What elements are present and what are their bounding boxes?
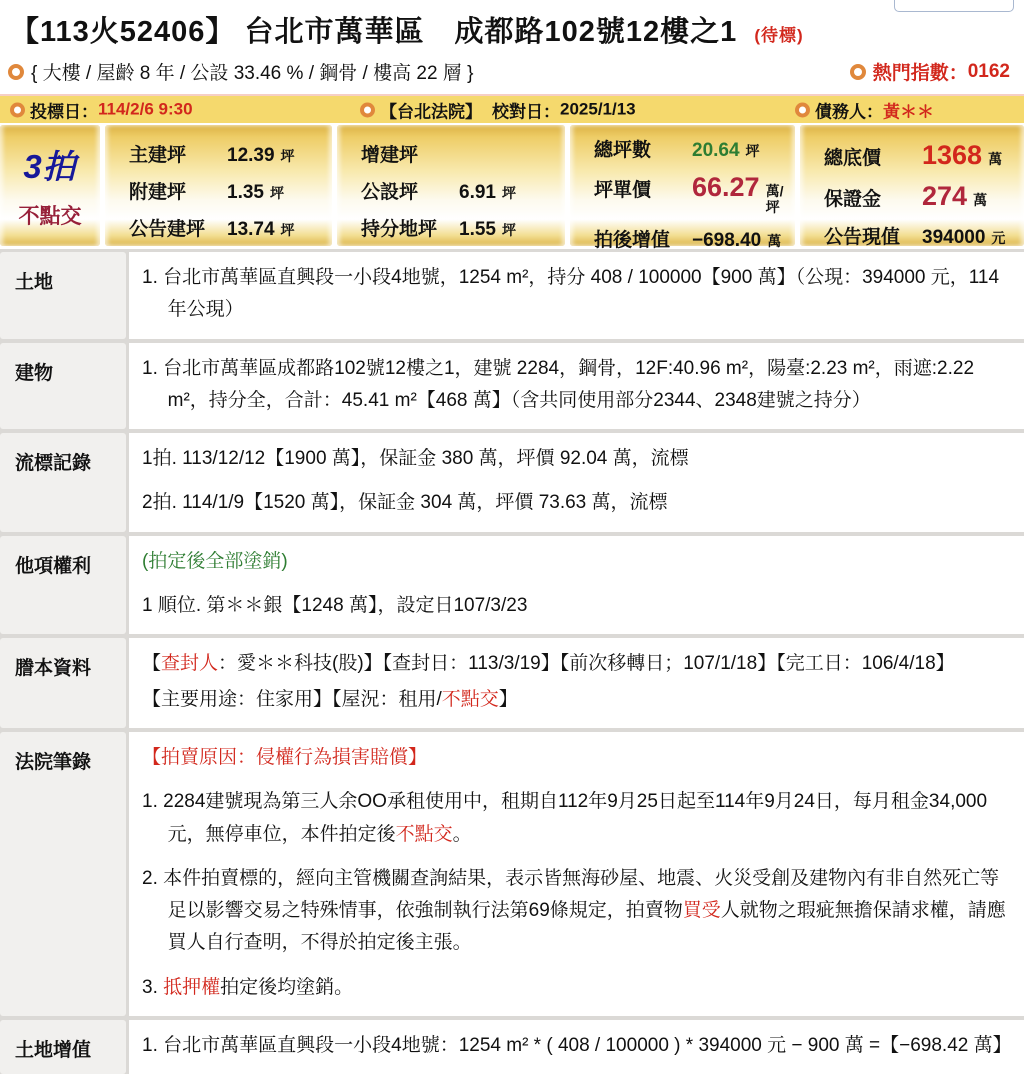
stat-value: 66.27: [692, 172, 760, 202]
stat-row: [361, 214, 565, 241]
orange-dot-icon: [850, 64, 866, 80]
row-line: [142, 684, 1012, 716]
proofread-label: 校對日：: [492, 102, 560, 121]
stat-unit: 萬: [973, 192, 988, 208]
table-row: [0, 536, 1024, 635]
stat-label: 公告現值: [824, 227, 901, 248]
stat-value: 20.64: [692, 140, 740, 161]
orange-dot-icon: [8, 64, 24, 80]
partial-popup-box: [894, 0, 1014, 12]
stat-label: 坪單價: [594, 180, 652, 201]
stat-value: 1368: [922, 140, 983, 170]
stats-band: [0, 123, 1024, 252]
bid-date: [10, 97, 193, 122]
row-content: [129, 536, 1024, 635]
text-segment: 】: [498, 688, 518, 710]
orange-dot-icon: [795, 102, 810, 117]
stat-value: 1.35: [227, 182, 264, 203]
text-segment: 2. 本件拍賣標的，經向主管機關查詢結果，表示皆無海砂屋、地震、火災受創及建物內有非自然死亡等足以影響交易之特殊情事，依強制執行法第69條規定，拍賣物: [142, 867, 1000, 922]
text-segment: 1. 台北市萬華區成都路102號12樓之1，建號 2284，鋼骨，12F:40.96 m²，陽臺:2.23 m²，雨遮:2.22 m²，持分全，合計：45.41 m²【468 萬】（含共同使用部分2344、2348建號之持分）: [142, 357, 975, 411]
detail-table: [0, 249, 1024, 1074]
row-label: 他項權利: [0, 536, 126, 635]
row-line: [142, 786, 1012, 851]
text-segment: 1 順位. 第＊＊銀【1248 萬】，設定日107/3/23: [142, 595, 528, 617]
stat-panel-total-area: [570, 125, 795, 252]
text-segment: 拍定後均塗銷。: [220, 976, 354, 998]
stat-row: [594, 172, 795, 215]
bid-date-label: 投標日：: [30, 102, 98, 121]
stat-unit: 坪: [501, 185, 516, 201]
stat-value: 274: [922, 181, 968, 211]
text-segment: 【: [142, 653, 162, 675]
table-row: [0, 1020, 1024, 1074]
stat-value: 6.91: [459, 182, 496, 203]
bid-date-value: 114/2/6 9:30: [98, 99, 193, 119]
stat-row: [594, 225, 795, 252]
row-line: [142, 487, 1012, 519]
row-label: 法院筆錄: [0, 732, 126, 1016]
debtor-value: 黃＊＊: [883, 102, 934, 121]
hot-index: [850, 58, 1010, 85]
title-line: [0, 0, 1024, 50]
debtor-label: 債務人：: [815, 102, 883, 121]
text-segment: 買受: [682, 900, 721, 922]
text-segment: 不點交: [395, 823, 453, 845]
stat-label: 總底價: [824, 148, 882, 169]
stat-row: [361, 177, 565, 204]
row-label: 土地增值: [0, 1020, 126, 1074]
stat-row: [824, 140, 1024, 171]
text-segment: 查封人: [161, 653, 219, 675]
stat-unit: 萬: [767, 233, 782, 250]
stat-unit: 坪: [269, 185, 284, 201]
stat-label: 增建坪: [361, 145, 419, 166]
text-segment: 【主要用途：住家用】【屋況：租用/: [142, 688, 442, 710]
stat-unit: 元: [991, 230, 1006, 246]
text-segment: 抵押權: [163, 976, 221, 998]
stat-value: −698.40: [692, 230, 762, 252]
table-row: [0, 732, 1024, 1016]
stat-panel-common-area: [337, 125, 565, 246]
property-summary-text: { 大樓 / 屋齡 8 年 / 公設 33.46 % / 鋼骨 / 樓高 22 層 }: [31, 63, 474, 84]
row-line: [142, 590, 1012, 622]
stat-value: 12.39: [227, 145, 275, 166]
stat-panel-building-area: [105, 125, 332, 246]
row-line: [142, 353, 1012, 418]
text-segment: 1拍. 113/12/12【1900 萬】，保証金 380 萬，坪價 92.04 萬，流標: [142, 448, 689, 470]
stat-label: 公設坪: [361, 182, 419, 203]
auction-round-panel: [0, 125, 100, 246]
hot-index-label: 熱門指數：: [872, 63, 968, 84]
text-segment: 1. 台北市萬華區直興段一小段4地號，1254 m²，持分 408 / 100000【900 萬】（公現：394000 元，114年公現）: [142, 267, 1000, 321]
row-label: 建物: [0, 343, 126, 430]
stat-unit: 坪: [501, 222, 516, 238]
table-row: [0, 343, 1024, 430]
stat-label: 公告建坪: [129, 219, 206, 240]
stat-row: [824, 222, 1024, 249]
row-content: [129, 1020, 1024, 1074]
handover-status: 不點交: [18, 205, 82, 228]
page-title: 台北市萬華區 成都路102號12樓之1: [244, 16, 738, 48]
row-line: [142, 546, 1012, 578]
court-name: 【台北法院】: [380, 102, 482, 121]
row-line: [142, 972, 1012, 1004]
row-line: [142, 262, 1012, 327]
status-badge: (待標): [754, 26, 804, 45]
stat-label: 主建坪: [129, 145, 187, 166]
stat-value: 1.55: [459, 219, 496, 240]
stat-row: [129, 140, 332, 167]
stat-unit: 坪: [280, 148, 295, 164]
property-summary: [8, 58, 473, 85]
stat-label: 總坪數: [594, 140, 652, 161]
stat-label: 附建坪: [129, 182, 187, 203]
row-label: 流標記錄: [0, 433, 126, 532]
row-line: [142, 1030, 1012, 1062]
text-segment: 1. 2284建號現為第三人余OO承租使用中，租期自112年9月25日起至114年9月24日，每月租金34,000元，無停車位，本件拍定後: [142, 791, 988, 845]
text-segment: ：愛＊＊科技(股)】【查封日：113/3/19】【前次移轉日；107/1/18】【完工日：106/4/18】: [218, 653, 955, 675]
info-bar: [0, 94, 1024, 123]
text-segment: 人就物之瑕疵無擔保請求權，請應買人自行查明，不得於拍定後主張。: [167, 900, 1006, 954]
stat-row: [824, 181, 1024, 212]
stat-row: [129, 177, 332, 204]
row-line: [142, 443, 1012, 475]
table-row: [0, 433, 1024, 532]
table-row: [0, 638, 1024, 728]
stat-label: 保證金: [824, 189, 882, 210]
text-segment: 2拍. 114/1/9【1520 萬】，保証金 304 萬，坪價 73.63 萬，流標: [142, 492, 668, 514]
stat-label: 持分地坪: [361, 219, 438, 240]
stat-row: [594, 135, 795, 162]
row-content: [129, 732, 1024, 1016]
text-segment: 【拍賣原因：侵權行為損害賠償】: [142, 746, 428, 768]
hot-index-value: 0162: [967, 60, 1010, 82]
stat-panel-price: [800, 125, 1024, 246]
stat-unit: 坪: [280, 222, 295, 238]
row-content: [129, 252, 1024, 339]
text-segment: 。: [452, 823, 472, 845]
stat-unit: 坪: [745, 143, 760, 159]
court-info: [360, 97, 636, 122]
row-label: 謄本資料: [0, 638, 126, 728]
stat-row: [129, 214, 332, 241]
stat-value: 394000: [922, 227, 986, 248]
row-content: [129, 638, 1024, 728]
orange-dot-icon: [360, 102, 375, 117]
row-content: [129, 433, 1024, 532]
orange-dot-icon: [10, 102, 25, 117]
case-number: 【113火52406】: [10, 16, 236, 48]
subtitle-line: [0, 50, 1024, 94]
page-header: [0, 0, 1024, 94]
table-row: [0, 252, 1024, 339]
row-content: [129, 343, 1024, 430]
proofread-date: 2025/1/13: [560, 99, 636, 119]
stat-unit: 萬: [988, 151, 1003, 167]
row-line: [142, 863, 1012, 960]
row-line: [142, 742, 1012, 774]
text-segment: 3.: [142, 976, 164, 998]
text-segment: 不點交: [441, 688, 499, 710]
text-segment: (拍定後全部塗銷): [142, 550, 288, 572]
stat-value: 13.74: [227, 219, 275, 240]
stat-label: 拍後增值: [594, 230, 671, 252]
debtor-info: [795, 97, 934, 122]
text-segment: 1. 台北市萬華區直興段一小段4地號：1254 m² * ( 408 / 100000 ) * 394000 元 − 900 萬 =【−698.42 萬】: [142, 1035, 1012, 1057]
auction-round: 3拍: [23, 148, 77, 185]
stat-row: [361, 140, 565, 167]
row-label: 土地: [0, 252, 126, 339]
row-line: [142, 648, 1012, 680]
stat-unit: 萬/坪: [765, 183, 784, 216]
